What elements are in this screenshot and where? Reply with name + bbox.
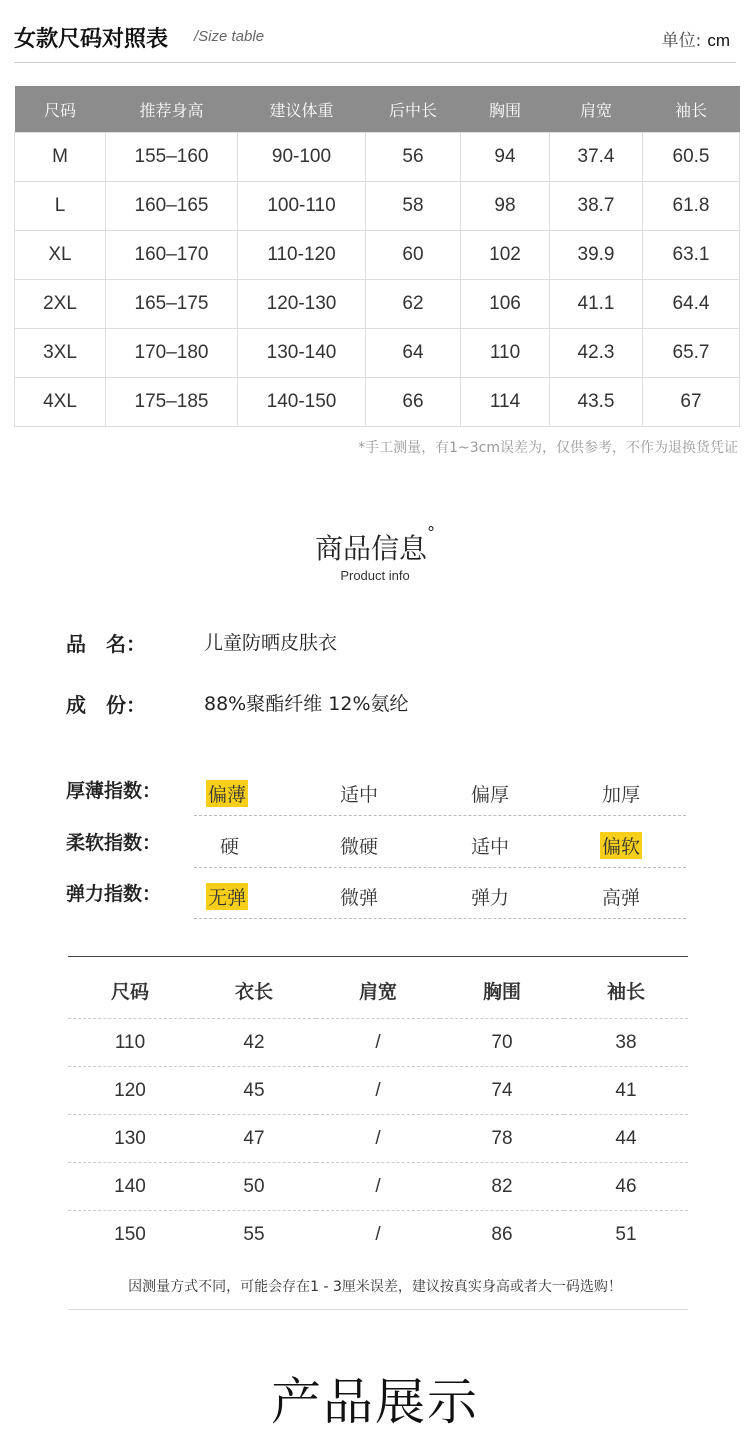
column-header: 胸围: [461, 86, 550, 133]
table-cell: /: [316, 1163, 440, 1211]
kids-size-table: [68, 962, 688, 1258]
table-cell: 2XL: [15, 280, 106, 329]
column-header: 建议体重: [238, 86, 366, 133]
table-cell: 140: [68, 1163, 192, 1211]
product-info-subtitle: Product info: [340, 568, 410, 583]
table-cell: 45: [192, 1067, 316, 1115]
table-cell: 94: [461, 133, 550, 182]
table-cell: 100-110: [238, 182, 366, 231]
table-cell: 42.3: [550, 329, 643, 378]
table-cell: 98: [461, 182, 550, 231]
table-cell: 38.7: [550, 182, 643, 231]
table-cell: 160–170: [106, 231, 238, 280]
product-info-title: [0, 523, 750, 567]
scale-option: 弹力: [471, 887, 510, 909]
table-cell: 46: [564, 1163, 688, 1211]
column-header: 肩宽: [550, 86, 643, 133]
table-row: [68, 1067, 688, 1115]
column-header: 尺码: [15, 86, 106, 133]
table-cell: L: [15, 182, 106, 231]
page-title: 女款尺码对照表: [14, 27, 169, 52]
table-cell: 62: [366, 280, 461, 329]
table-cell: 56: [366, 133, 461, 182]
scale-option: 硬: [220, 836, 240, 858]
table-cell: 120-130: [238, 280, 366, 329]
scale-option-selected: 偏薄: [206, 780, 248, 807]
column-header: 肩宽: [358, 980, 397, 1003]
column-header: 推荐身高: [106, 86, 238, 133]
column-header: 袖长: [606, 980, 645, 1003]
table-row: [68, 1163, 688, 1211]
table-cell: 66: [366, 378, 461, 427]
header-divider: [14, 62, 736, 63]
column-header: 袖长: [643, 86, 740, 133]
scale-option-selected: 无弹: [206, 883, 248, 910]
table-row: [15, 280, 740, 329]
scale-option: 适中: [471, 836, 510, 858]
table-cell: XL: [15, 231, 106, 280]
table-cell: 114: [461, 378, 550, 427]
name-value: 儿童防晒皮肤衣: [204, 632, 338, 654]
scale-option-selected: 偏软: [600, 832, 642, 859]
table-row: [68, 1115, 688, 1163]
table-cell: 38: [564, 1019, 688, 1067]
table-cell: M: [15, 133, 106, 182]
table-cell: 78: [440, 1115, 564, 1163]
table-row: [15, 182, 740, 231]
table-header-row: [68, 962, 688, 1019]
table-cell: /: [316, 1019, 440, 1067]
table-cell: 51: [564, 1211, 688, 1259]
kids-measurement-note: 因测量方式不同，可能会存在1 - 3厘米误差，建议按真实身高或者大一码选购！: [128, 1279, 622, 1295]
table-cell: 106: [461, 280, 550, 329]
scale-label: 弹力指数：: [66, 883, 162, 905]
table-cell: /: [316, 1067, 440, 1115]
column-header: 衣长: [234, 980, 273, 1003]
table-cell: 60: [366, 231, 461, 280]
unit-value: cm: [707, 31, 730, 50]
table-cell: 3XL: [15, 329, 106, 378]
table-cell: 64: [366, 329, 461, 378]
table-cell: 160–165: [106, 182, 238, 231]
scale-option: 高弹: [602, 887, 641, 909]
material-value: 88%聚酯纤维 12%氨纶: [204, 693, 409, 715]
table-cell: 102: [461, 231, 550, 280]
product-display-title: 产品展示: [271, 1373, 479, 1431]
table-cell: 41.1: [550, 280, 643, 329]
degree-mark: °: [427, 523, 435, 542]
table-cell: 90-100: [238, 133, 366, 182]
table-header-row: [15, 86, 740, 133]
kids-table-top-rule: [68, 956, 688, 957]
measurement-note: *手工测量，有1~3cm误差为，仅供参考，不作为退换货凭证: [358, 440, 738, 456]
table-cell: 86: [440, 1211, 564, 1259]
kids-table-bottom-rule: [68, 1309, 688, 1310]
table-cell: 74: [440, 1067, 564, 1115]
table-cell: 155–160: [106, 133, 238, 182]
table-row: [15, 329, 740, 378]
table-cell: 65.7: [643, 329, 740, 378]
table-cell: 170–180: [106, 329, 238, 378]
womens-size-table: [14, 86, 740, 427]
table-cell: 63.1: [643, 231, 740, 280]
column-header: 尺码: [110, 980, 149, 1003]
table-cell: 37.4: [550, 133, 643, 182]
elasticity-scale: [66, 879, 686, 919]
table-cell: /: [316, 1115, 440, 1163]
table-cell: 41: [564, 1067, 688, 1115]
product-info-title-text: 商品信息: [314, 532, 427, 565]
table-cell: 82: [440, 1163, 564, 1211]
scale-option: 偏厚: [471, 784, 510, 806]
table-cell: 47: [192, 1115, 316, 1163]
table-cell: 55: [192, 1211, 316, 1259]
table-cell: 58: [366, 182, 461, 231]
table-row: [68, 1211, 688, 1259]
table-cell: 67: [643, 378, 740, 427]
scale-option: 微硬: [340, 836, 379, 858]
table-cell: 110: [68, 1019, 192, 1067]
scale-divider: [194, 815, 686, 816]
table-cell: 140-150: [238, 378, 366, 427]
column-header: 后中长: [366, 86, 461, 133]
scale-label: 柔软指数：: [66, 832, 162, 854]
table-cell: 130-140: [238, 329, 366, 378]
scale-divider: [194, 867, 686, 868]
scale-option: 微弹: [340, 887, 379, 909]
table-cell: 130: [68, 1115, 192, 1163]
table-row: [15, 378, 740, 427]
table-row: [68, 1019, 688, 1067]
table-cell: 50: [192, 1163, 316, 1211]
table-cell: 61.8: [643, 182, 740, 231]
table-row: [15, 133, 740, 182]
table-cell: 42: [192, 1019, 316, 1067]
table-cell: 60.5: [643, 133, 740, 182]
unit-label: 单位:: [661, 31, 702, 51]
column-header: 胸围: [482, 980, 521, 1003]
table-cell: /: [316, 1211, 440, 1259]
material-label: 成 份：: [66, 693, 146, 717]
table-cell: 4XL: [15, 378, 106, 427]
table-cell: 110: [461, 329, 550, 378]
scale-label: 厚薄指数：: [66, 780, 162, 802]
table-cell: 70: [440, 1019, 564, 1067]
table-cell: 44: [564, 1115, 688, 1163]
table-cell: 175–185: [106, 378, 238, 427]
page-subtitle: /Size table: [194, 28, 265, 45]
table-cell: 39.9: [550, 231, 643, 280]
softness-scale: [66, 828, 686, 868]
table-cell: 120: [68, 1067, 192, 1115]
name-label: 品 名：: [66, 632, 146, 656]
table-cell: 43.5: [550, 378, 643, 427]
scale-option: 加厚: [602, 784, 641, 806]
thickness-scale: [66, 776, 686, 816]
scale-option: 适中: [340, 784, 379, 806]
table-cell: 150: [68, 1211, 192, 1259]
table-cell: 110-120: [238, 231, 366, 280]
table-cell: 165–175: [106, 280, 238, 329]
unit-indicator: [662, 26, 730, 51]
table-row: [15, 231, 740, 280]
scale-divider: [194, 918, 686, 919]
table-cell: 64.4: [643, 280, 740, 329]
